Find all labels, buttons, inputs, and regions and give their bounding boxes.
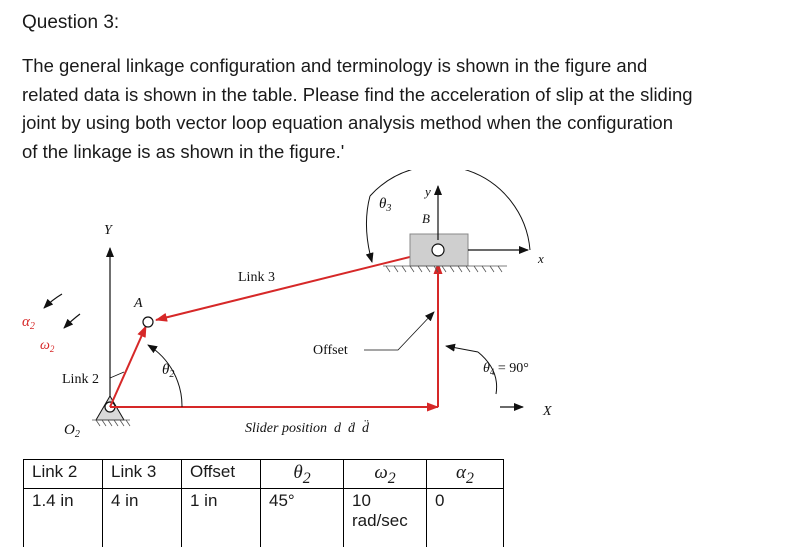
O2-label: $O_2$ xyxy=(64,422,80,440)
theta3-label: $\theta_3$ xyxy=(379,196,392,214)
problem-line-2: related data is shown in the table. Please find the acceleration of slip at the sliding xyxy=(22,83,693,105)
local-x-label: x xyxy=(538,251,544,266)
table-header-row xyxy=(24,460,504,489)
problem-line-3: joint by using both vector loop equation analysis method when the configuration xyxy=(22,112,674,133)
problem-statement xyxy=(22,52,762,166)
value-link3: 4 in xyxy=(103,488,182,547)
omega2-arrow xyxy=(64,314,80,328)
Y-axis-label: Y xyxy=(104,223,112,238)
alpha2-label: $\alpha_2$ xyxy=(22,314,35,332)
pin-A xyxy=(143,317,153,327)
header-theta2: $\theta_2$ xyxy=(261,460,344,489)
link-3 xyxy=(156,250,438,320)
ground-hatch-O2 xyxy=(92,420,130,426)
header-omega2: $\omega_2$ xyxy=(344,460,427,489)
theta2-label: $\theta_2$ xyxy=(162,362,175,380)
slider-position-label: Slider position d ḋ d̈ xyxy=(245,421,370,436)
alpha2-arrow xyxy=(44,294,62,308)
linkage-figure xyxy=(0,170,786,455)
value-offset: 1 in xyxy=(182,488,261,547)
question-heading: Question 3: xyxy=(22,12,120,33)
B-label: B xyxy=(422,211,430,226)
offset-leader xyxy=(364,312,434,350)
value-link2: 1.4 in xyxy=(24,488,103,547)
theta4-pointer xyxy=(446,346,478,352)
local-y-label: y xyxy=(425,184,431,199)
problem-line-1: The general linkage configuration and terminology is shown in the figure and xyxy=(22,55,648,76)
header-link3: Link 3 xyxy=(103,460,182,489)
link-2 xyxy=(110,326,146,407)
header-alpha2: $\alpha_2$ xyxy=(427,460,504,489)
theta4-label: $\theta_4 = 90^\circ$ xyxy=(483,361,529,377)
value-theta2: 45° xyxy=(261,488,344,547)
value-omega2-line2: rad/sec xyxy=(352,510,408,530)
data-table xyxy=(23,459,504,547)
value-omega2-line1: 10 xyxy=(352,490,371,510)
omega2-label: $\omega_2$ xyxy=(40,338,55,354)
pin-B xyxy=(432,244,444,256)
X-axis-label: X xyxy=(543,404,552,419)
header-link2: Link 2 xyxy=(24,460,103,489)
link-2-label: Link 2 xyxy=(62,372,99,387)
offset-label: Offset xyxy=(313,343,348,358)
A-label: A xyxy=(134,296,143,311)
problem-line-4: of the linkage is as shown in the figure.' xyxy=(22,140,345,162)
table-value-row xyxy=(24,488,504,547)
theta3-arc-tail xyxy=(366,196,372,262)
value-omega2 xyxy=(344,488,427,547)
link-2-leader xyxy=(110,372,124,378)
link-3-label: Link 3 xyxy=(238,270,275,285)
slider-ground-hatch xyxy=(383,266,507,272)
value-alpha2: 0 xyxy=(427,488,504,547)
header-offset: Offset xyxy=(182,460,261,489)
